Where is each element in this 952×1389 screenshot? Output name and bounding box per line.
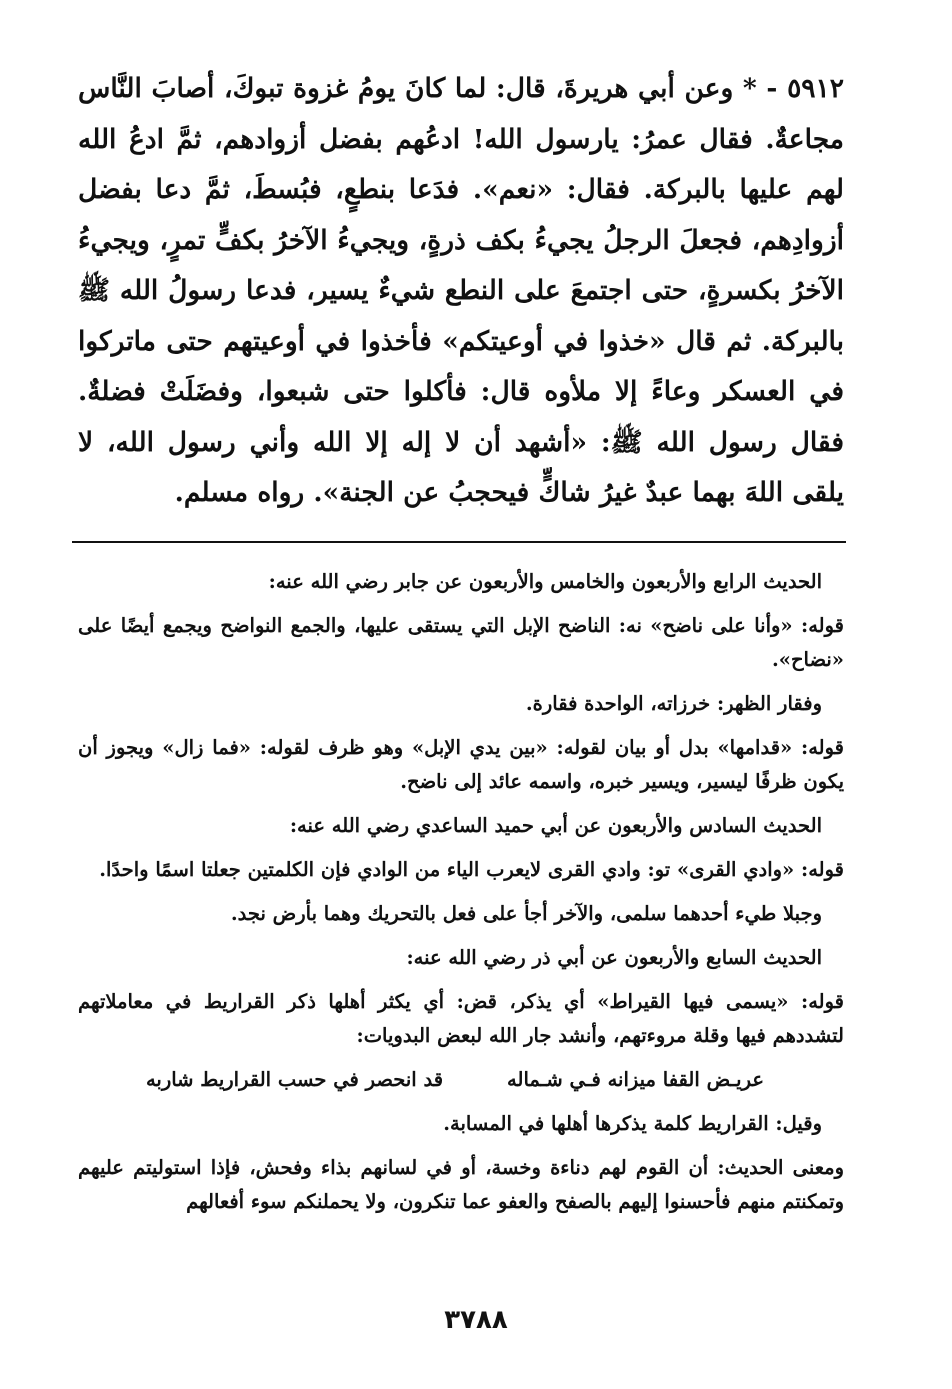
note-paragraph: قوله: «يسمى فيها القيراط» أي يذكر، قض: أي يكثر أهلها ذكر القراريط في معاملاتهم لتشددهم فيها وقلة مروءتهم، وأنشد جار الله لبعض البدويات:	[78, 989, 844, 1047]
commentary-notes	[78, 565, 844, 1219]
note-heading-46: الحديث السادس والأربعون عن أبي حميد الساعدي رضي الله عنه:	[289, 813, 822, 837]
hadith-paragraph: ٥٩١٢ - * وعن أبي هريرةَ، قال: لما كانَ يومُ غزوة تبوكَ، أصابَ النَّاس مجاعةٌ. فقال عمرُ: يارسول الله! ادعُهم بفضل أزوادهم، ثمَّ ادعُ الله لهم عليها بالبركة. فقال: «نعم». فدَعا بنطعٍ، فبُسطَ، ثمَّ دعا بفضل أزوادِهم، فجعلَ الرجلُ يجيءُ بكف ذرةٍ، ويجيءُ الآخرُ بكفٍّ تمرٍ، ويجيءُ الآخرُ بكسرةٍ، حتى اجتمعَ على النطع شيءٌ يسير، فدعا رسولُ الله ﷺ بالبركة. ثم قال «خذوا في أوعيتكم» فأخذوا في أوعيتهم حتى ماتركوا في العسكر وعاءً إلا ملأوه قال: فأكلوا حتى شبعوا، وفضَلَتْ فضلةٌ. فقال رسول الله ﷺ: «أشهد أن لا إله إلا الله وأني رسول الله، لا يلقى اللهَ بهما عبدٌ غيرُ شاكٍّ فيحجبُ عن الجنة». رواه مسلم.	[78, 73, 844, 508]
note-heading-47: الحديث السابع والأربعون عن أبي ذر رضي الله عنه:	[406, 945, 822, 969]
note-paragraph: قوله: «قدامها» بدل أو بيان لقوله: «بين يدي الإبل» وهو ظرف لقوله: «فما زال» ويجوز أن يكون ظرفًا ليسير، ويسير خبره، واسمه عائد إلى ناضح.	[78, 735, 844, 793]
hadith-main-text	[78, 64, 844, 519]
note-heading-44-45: الحديث الرابع والأربعون والخامس والأربعون عن جابر رضي الله عنه:	[268, 569, 822, 593]
verse-second-hemistich: قد انحصر في حسب القراريط شاربه	[145, 1067, 444, 1091]
page-body	[78, 64, 844, 1229]
note-paragraph: وفقار الظهر: خرزاته، الواحدة فقارة.	[525, 691, 822, 715]
note-paragraph: وجبلا طيء أحدهما سلمى، والآخر أجأ على فعل بالتحريك وهما بأرض نجد.	[230, 901, 822, 925]
section-divider	[72, 541, 846, 543]
page-number: ٣٧٨٨	[444, 1305, 508, 1335]
note-paragraph: قوله: «وأنا على ناضح» نه: الناضح الإبل التي يستقى عليها، والجمع النواضح ويجمع أيضًا على «نضاح».	[78, 613, 844, 671]
poetry-verse	[78, 1063, 844, 1097]
verse-first-hemistich: عريـض القفا ميزانه فـي شـماله	[507, 1067, 764, 1091]
note-paragraph: قوله: «وادي القرى» تو: وادي القرى لايعرب الياء من الوادي فإن الكلمتين جعلتا اسمًا واحدًا.	[99, 857, 844, 881]
note-paragraph: وقيل: القراريط كلمة يذكرها أهلها في المسابة.	[443, 1111, 822, 1135]
note-paragraph: ومعنى الحديث: أن القوم لهم دناءة وخسة، أو في لسانهم بذاء وفحش، فإذا استوليتم عليهم وتمكنتم منهم فأحسنوا إليهم بالصفح والعفو عما تنكرون، ولا يحملنكم سوء أفعالهم	[78, 1155, 844, 1213]
